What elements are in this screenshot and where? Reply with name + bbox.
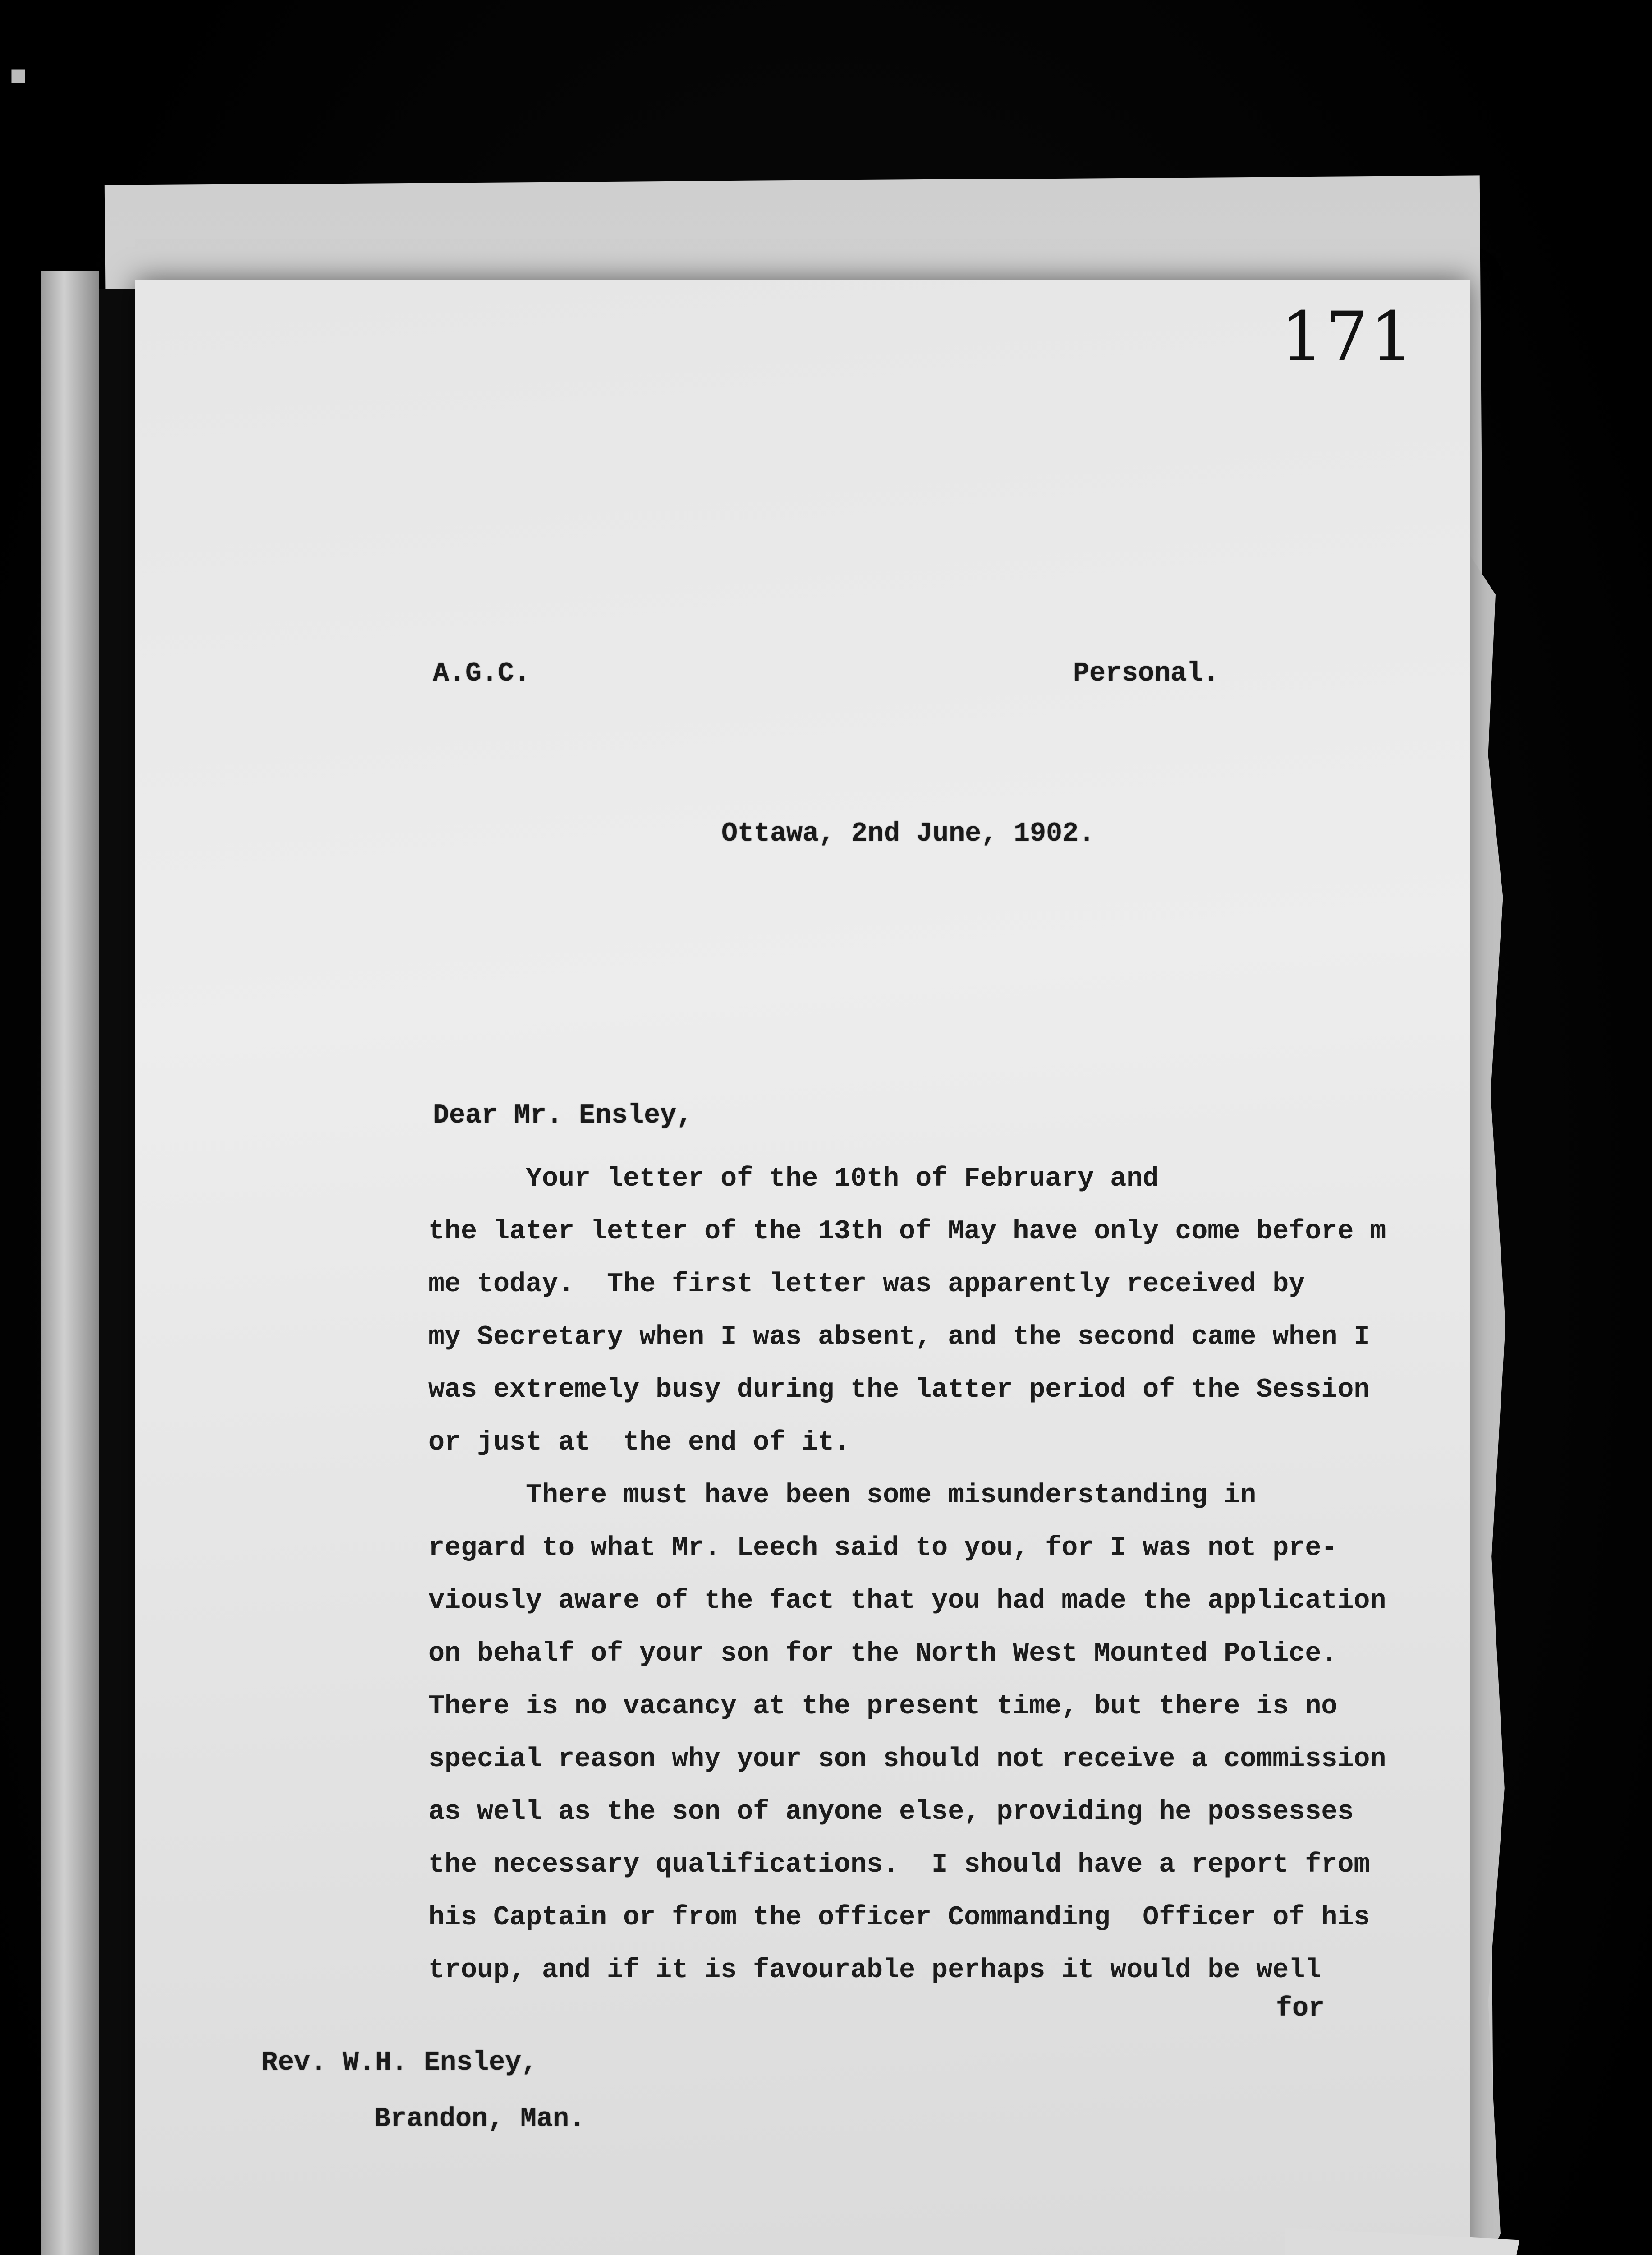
- body-line: or just at the end of it.: [428, 1427, 851, 1458]
- salutation: Dear Mr. Ensley,: [433, 1100, 693, 1131]
- body-line: troup, and if it is favourable perhaps it would be well: [428, 1955, 1322, 1986]
- continuation-word: for: [1276, 1993, 1325, 2024]
- body-line: Your letter of the 10th of February and: [428, 1164, 1159, 1194]
- body-line: the necessary qualifications. I should have a report from: [428, 1850, 1370, 1880]
- film-edge-mark: ▪: [9, 59, 28, 90]
- body-line: as well as the son of anyone else, providing he possesses: [428, 1797, 1354, 1827]
- addressee-name: Rev. W.H. Ensley,: [262, 2048, 538, 2078]
- volume-binding-edge: [41, 271, 99, 2255]
- body-line: me today. The first letter was apparently received by: [428, 1269, 1305, 1300]
- addressee-place: Brandon, Man.: [374, 2104, 586, 2135]
- body-line: There must have been some misunderstanding in: [428, 1480, 1257, 1511]
- body-line: special reason why your son should not receive a commission: [428, 1744, 1386, 1775]
- personal-marking: Personal.: [1073, 658, 1220, 689]
- letter-body: [428, 1153, 1420, 1997]
- dateline: Ottawa, 2nd June, 1902.: [721, 819, 1095, 849]
- file-reference: A.G.C.: [433, 658, 531, 689]
- body-line: the later letter of the 13th of May have only come before m: [428, 1216, 1386, 1247]
- body-line: viously aware of the fact that you had made the application: [428, 1586, 1386, 1616]
- body-line: on behalf of your son for the North West Mounted Police.: [428, 1638, 1338, 1669]
- body-line: his Captain or from the officer Commanding Officer of his: [428, 1902, 1370, 1933]
- page-number: 171: [1280, 298, 1415, 376]
- body-line: regard to what Mr. Leech said to you, for I was not pre-: [428, 1533, 1338, 1564]
- body-line: my Secretary when I was absent, and the second came when I: [428, 1322, 1370, 1353]
- body-line: There is no vacancy at the present time, but there is no: [428, 1691, 1338, 1722]
- body-line: was extremely busy during the latter period of the Session: [428, 1375, 1370, 1405]
